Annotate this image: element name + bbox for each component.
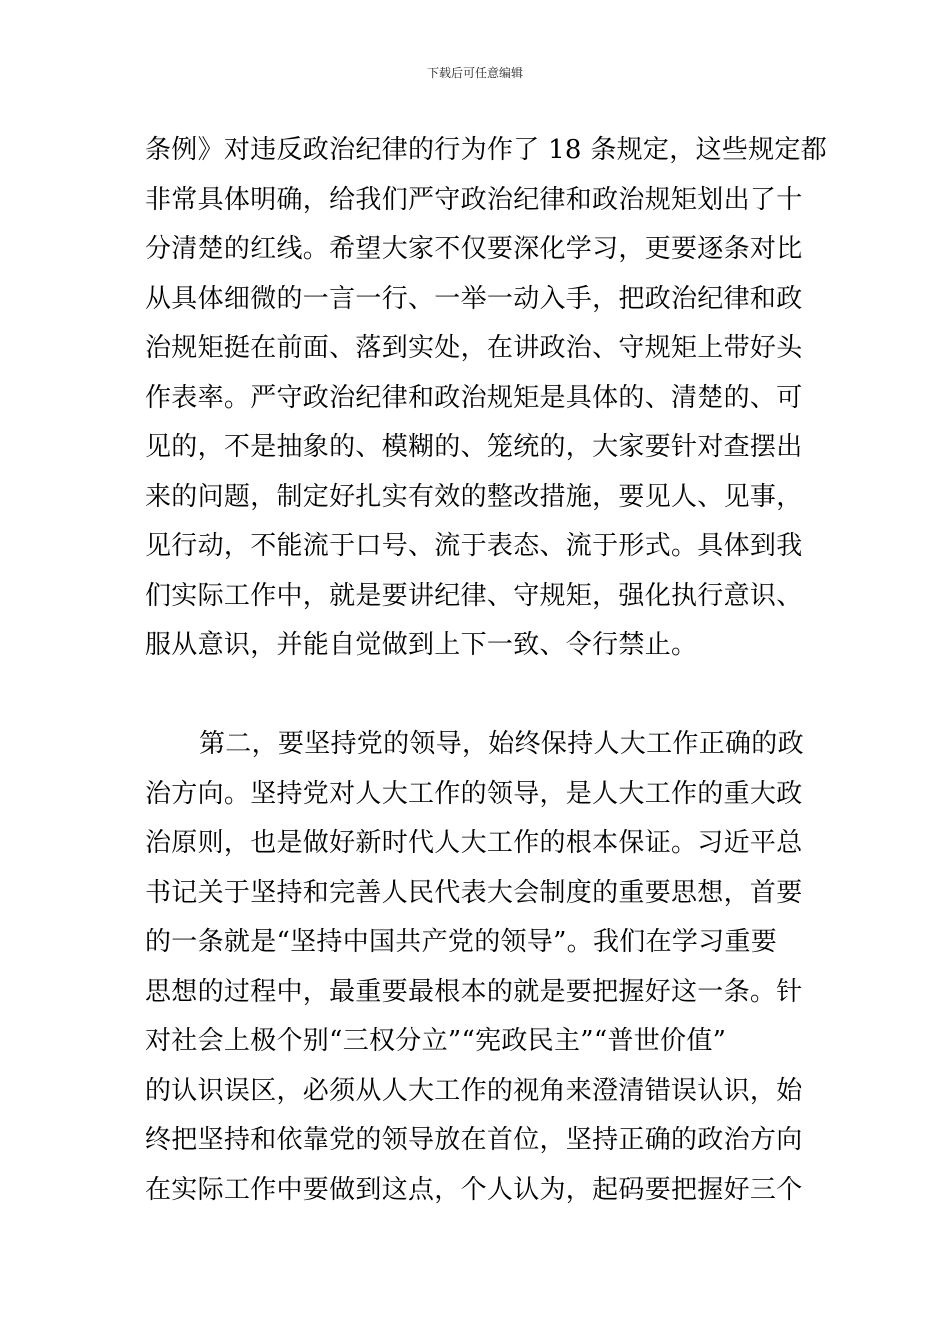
paragraph-1 <box>145 126 828 671</box>
text-line: 来的问题，制定好扎实有效的整改措施，要见人、见事， <box>145 481 803 512</box>
text-line: 从具体细微的一言一行、一举一动入手，把政治纪律和政 <box>145 283 803 314</box>
text-line: 书记关于坚持和完善人民代表大会制度的重要思想，首要 <box>145 877 803 908</box>
text-line: 治方向。坚持党对人大工作的领导，是人大工作的重大政 <box>145 778 803 809</box>
text-line: 在实际工作中要做到这点，个人认为，起码要把握好三个 <box>145 1174 803 1205</box>
text-line: 作表率。严守政治纪律和政治规矩是具体的、清楚的、可 <box>145 382 803 413</box>
text-line: 服从意识，并能自觉做到上下一致、令行禁止。 <box>145 630 698 660</box>
text-line: 的一条就是“坚持中国共产党的领导”。我们在学习重要 <box>145 927 778 957</box>
text-line: 分清楚的红线。希望大家不仅要深化学习，更要逐条对比 <box>145 234 803 264</box>
text-line: 治原则，也是做好新时代人大工作的根本保证。习近平总 <box>145 828 803 858</box>
text-line: 思想的过程中，最重要最根本的就是要把握好这一条。针 <box>145 976 803 1007</box>
text-line: 的认识误区，必须从人大工作的视角来澄清错误认识，始 <box>145 1075 803 1106</box>
text-line: 条例》对违反政治纪律的行为作了 18 条规定，这些规定都 <box>145 135 828 165</box>
text-line: 终把坚持和依靠党的领导放在首位，坚持正确的政治方向 <box>145 1125 803 1155</box>
paragraph-spacer <box>145 671 810 721</box>
text-line: 非常具体明确，给我们严守政治纪律和政治规矩划出了十 <box>145 184 803 215</box>
text-line: 治规矩挺在前面、落到实处，在讲政治、守规矩上带好头 <box>145 333 803 363</box>
text-line: 见行动，不能流于口号、流于表态、流于形式。具体到我 <box>145 531 803 561</box>
text-line: 们实际工作中，就是要讲纪律、守规矩，强化执行意识、 <box>145 580 803 611</box>
text-line: 见的，不是抽象的、模糊的、笼统的，大家要针对查摆出 <box>145 432 803 462</box>
text-line-indented: 第二，要坚持党的领导，始终保持人大工作正确的政 <box>199 729 804 759</box>
page-header-note: 下载后可任意编辑 <box>426 66 523 80</box>
paragraph-2 <box>145 720 810 1215</box>
text-line: 对社会上极个别“三权分立”“宪政民主”“普世价值” <box>145 1026 727 1056</box>
document-body <box>145 126 828 1215</box>
